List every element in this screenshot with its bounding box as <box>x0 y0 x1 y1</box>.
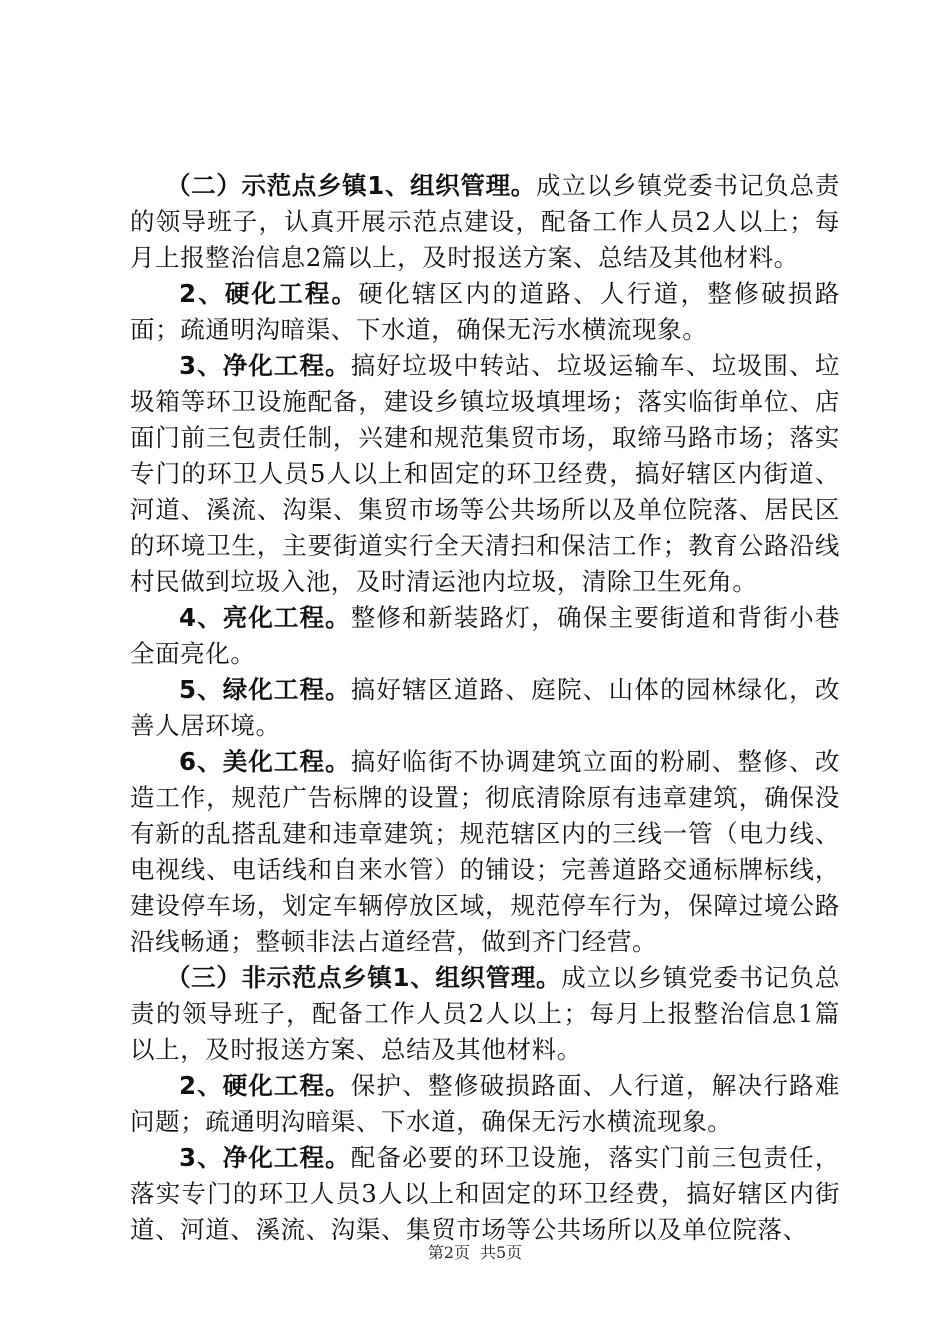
paragraph-item <box>130 1140 840 1248</box>
paragraph-heading: 6、美化工程。 <box>179 747 351 776</box>
paragraph-heading: （二）示范点乡镇1、组织管理。 <box>166 171 536 200</box>
paragraph-heading: 3、净化工程。 <box>179 1143 351 1172</box>
paragraph-body: 硬化辖区内的道路、人行道，整修破损路面；疏通明沟暗渠、下水道，确保无污水横流现象。 <box>130 279 840 344</box>
paragraph-heading: 3、净化工程。 <box>179 351 351 380</box>
paragraph-body: 成立以乡镇党委书记负总责的领导班子，配备工作人员2人以上；每月上报整治信息1篇以上，及时报送方案、总结及其他材料。 <box>130 963 840 1064</box>
page-footer <box>0 1240 950 1263</box>
paragraph-body: 整修和新装路灯，确保主要街道和背街小巷全面亮化。 <box>130 603 840 668</box>
paragraph-heading: 4、亮化工程。 <box>179 603 351 632</box>
document-body <box>130 168 840 1248</box>
paragraph-heading: （三）非示范点乡镇1、组织管理。 <box>166 963 562 992</box>
paragraph-section-3 <box>130 960 840 1068</box>
paragraph-heading: 2、硬化工程。 <box>179 279 359 308</box>
paragraph-heading: 2、硬化工程。 <box>179 1071 351 1100</box>
paragraph-body: 搞好垃圾中转站、垃圾运输车、垃圾围、垃圾箱等环卫设施配备，建设乡镇垃圾填埋场；落实临街单位、店面门前三包责任制，兴建和规范集贸市场，取缔马路市场；落实专门的环卫人员5人以上和固定的环卫经费，搞好辖区内街道、河道、溪流、沟渠、集贸市场等公共场所以及单位院落、居民区的环境卫生，主要街道实行全天清扫和保洁工作；教育公路沿线村民做到垃圾入池，及时清运池内垃圾，清除卫生死角。 <box>130 351 840 596</box>
paragraph-item <box>130 744 840 960</box>
page-total: 共5页 <box>480 1243 523 1262</box>
paragraph-body: 保护、整修破损路面、人行道，解决行路难问题；疏通明沟暗渠、下水道，确保无污水横流现象。 <box>130 1071 840 1136</box>
paragraph-body: 搞好临街不协调建筑立面的粉刷、整修、改造工作，规范广告标牌的设置；彻底清除原有违章建筑，确保没有新的乱搭乱建和违章建筑；规范辖区内的三线一管（电力线、电视线、电话线和自来水管）的铺设；完善道路交通标牌标线，建设停车场，划定车辆停放区域，规范停车行为，保障过境公路沿线畅通；整顿非法占道经营，做到齐门经营。 <box>130 747 840 956</box>
paragraph-heading: 5、绿化工程。 <box>179 675 351 704</box>
paragraph-item <box>130 276 840 348</box>
paragraph-body: 配备必要的环卫设施，落实门前三包责任，落实专门的环卫人员3人以上和固定的环卫经费，搞好辖区内街道、河道、溪流、沟渠、集贸市场等公共场所以及单位院落、 <box>130 1143 840 1244</box>
paragraph-item <box>130 348 840 600</box>
paragraph-section-2 <box>130 168 840 276</box>
paragraph-body: 搞好辖区道路、庭院、山体的园林绿化，改善人居环境。 <box>130 675 840 740</box>
paragraph-item <box>130 1068 840 1140</box>
paragraph-body: 成立以乡镇党委书记负总责的领导班子，认真开展示范点建设，配备工作人员2人以上；每月上报整治信息2篇以上，及时报送方案、总结及其他材料。 <box>130 171 841 272</box>
page-number: 第2页 <box>427 1243 470 1262</box>
paragraph-item <box>130 672 840 744</box>
paragraph-item <box>130 600 840 672</box>
